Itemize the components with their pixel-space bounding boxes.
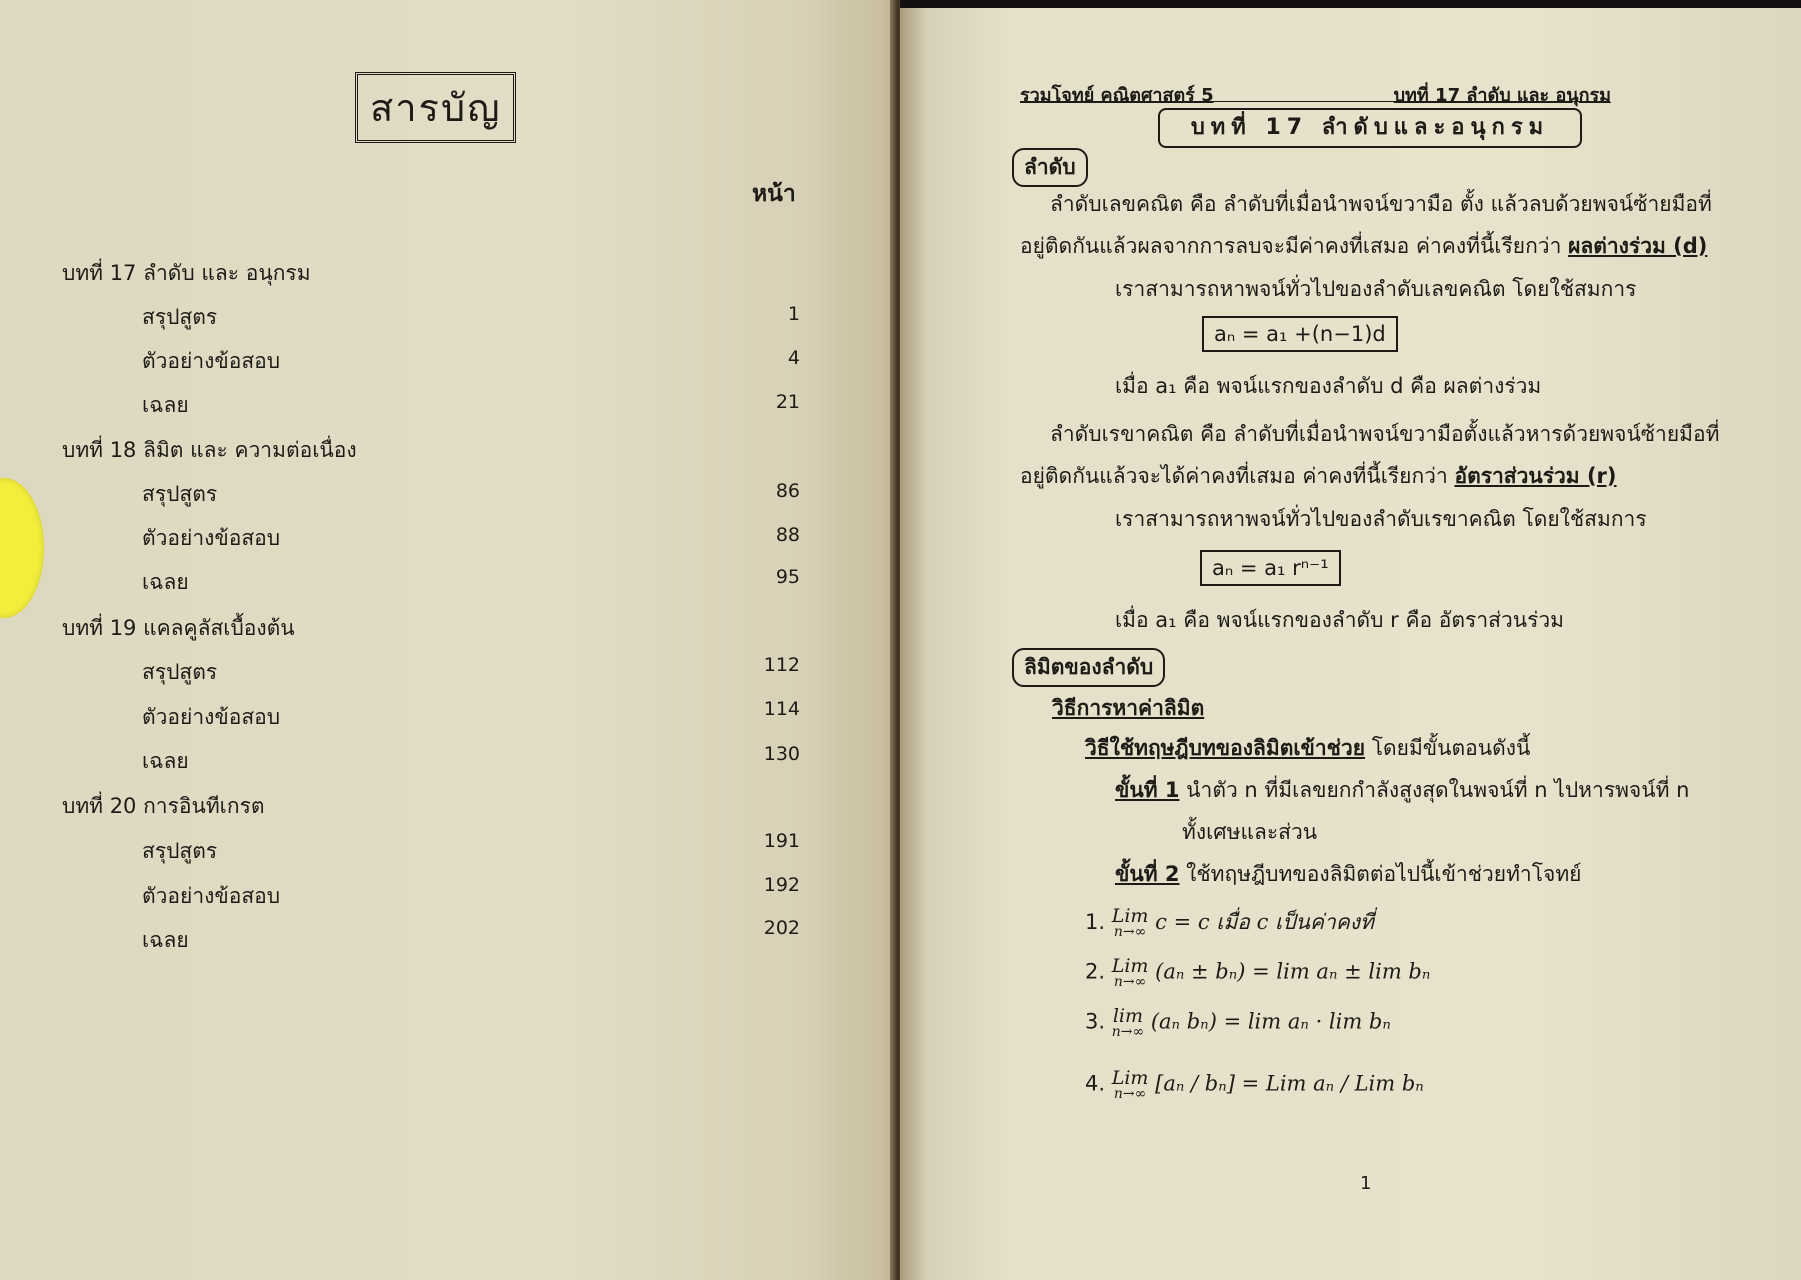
step-1-continued: ทั้งเศษและส่วน [1182, 820, 1318, 844]
toc-item-page: 86 [775, 480, 800, 502]
toc-item-page: 202 [763, 917, 800, 939]
toc-chapter-18: บทที่ 18 ลิมิต และ ความต่อเนื่อง [62, 438, 357, 462]
toc-item-label: ตัวอย่างข้อสอบ [142, 349, 281, 373]
toc-item-page: 191 [763, 830, 800, 852]
toc-item-page: 192 [763, 874, 800, 896]
geo-paragraph-line3: เราสามารถหาพจน์ทั่วไปของลำดับเรขาคณิต โดยใช้สมการ [1115, 507, 1647, 531]
toc-item-page: 1 [787, 303, 800, 325]
geo-formula: aₙ = a₁ rⁿ⁻¹ [1200, 550, 1341, 586]
toc-chapter-20: บทที่ 20 การอินทีเกรต [62, 794, 265, 818]
toc-item-label: ตัวอย่างข้อสอบ [142, 526, 281, 550]
toc-item-label: สรุปสูตร [142, 660, 218, 684]
toc-item-page: 4 [787, 347, 800, 369]
toc-item-page: 130 [763, 743, 800, 765]
running-header-left: รวมโจทย์ คณิตศาสตร์ 5 [1020, 85, 1214, 106]
section-heading-sequence: ลำดับ [1012, 148, 1088, 187]
toc-item-label: สรุปสูตร [142, 482, 218, 506]
header-rule [1020, 101, 1610, 102]
toc-chapter-19: บทที่ 19 แคลคูลัสเบื้องต้น [62, 616, 295, 640]
limit-rule-4: 4. Lim n→∞ [aₙ / bₙ] = Lim aₙ / Lim bₙ [1085, 1067, 1424, 1102]
toc-item-label: ตัวอย่างข้อสอบ [142, 705, 281, 729]
arith-paragraph-line3: เราสามารถหาพจน์ทั่วไปของลำดับเลขคณิต โดยใช้สมการ [1115, 277, 1637, 301]
lim-operator: Lim n→∞ [1111, 1067, 1149, 1102]
arith-where: เมื่อ a₁ คือ พจน์แรกของลำดับ d คือ ผลต่างร่วม [1115, 374, 1542, 398]
common-ratio-term: อัตราส่วนร่วม (r) [1454, 464, 1617, 488]
toc-item-label: ตัวอย่างข้อสอบ [142, 884, 281, 908]
section-heading-limit: ลิมิตของลำดับ [1012, 648, 1165, 687]
page-number: 1 [1360, 1173, 1372, 1194]
limit-rule-1: 1. Lim n→∞ c = c เมื่อ c เป็นค่าคงที่ [1085, 905, 1374, 941]
geo-where: เมื่อ a₁ คือ พจน์แรกของลำดับ r คือ อัตราส่วนร่วม [1115, 608, 1565, 632]
toc-item-page: 21 [775, 391, 800, 413]
toc-item-label: เฉลย [142, 393, 189, 417]
toc-item-page: 112 [763, 654, 800, 676]
toc-item-page: 114 [763, 698, 800, 720]
lim-operator: lim n→∞ [1111, 1005, 1145, 1040]
limit-rule-3: 3. lim n→∞ (aₙ bₙ) = lim aₙ · lim bₙ [1085, 1005, 1391, 1040]
method-title: วิธีการหาค่าลิมิต [1052, 696, 1205, 720]
chapter-title: บทที่ 17 ลำดับและอนุกรม [1158, 108, 1582, 148]
geo-paragraph-line1: ลำดับเรขาคณิต คือ ลำดับที่เมื่อนำพจน์ขวามือตั้งแล้วหารด้วยพจน์ซ้ายมือที่ [1050, 422, 1720, 446]
step-1: ขั้นที่ 1 นำตัว n ที่มีเลขยกกำลังสูงสุดในพจน์ที่ n ไปหารพจน์ที่ n [1115, 778, 1690, 802]
toc-item-page: 88 [775, 524, 800, 546]
right-page-content [900, 0, 1801, 1280]
toc-item-page: 95 [775, 566, 800, 588]
common-difference-term: ผลต่างร่วม (d) [1568, 234, 1708, 258]
toc-page-column-header: หน้า [752, 181, 796, 207]
toc-item-label: เฉลย [142, 570, 189, 594]
geo-paragraph-line2: อยู่ติดกันแล้วจะได้ค่าคงที่เสมอ ค่าคงที่นี้เรียกว่า อัตราส่วนร่วม (r) [1020, 464, 1617, 488]
toc-item-label: สรุปสูตร [142, 839, 218, 863]
toc-item-label: สรุปสูตร [142, 305, 218, 329]
running-header-right: บทที่ 17 ลำดับ และ อนุกรม [1393, 85, 1611, 106]
step-2: ขั้นที่ 2 ใช้ทฤษฎีบทของลิมิตต่อไปนี้เข้าช่วยทำโจทย์ [1115, 862, 1582, 886]
arith-paragraph-line1: ลำดับเลขคณิต คือ ลำดับที่เมื่อนำพจน์ขวามือ ตั้ง แล้วลบด้วยพจน์ซ้ายมือที่ [1050, 192, 1712, 216]
toc-item-label: เฉลย [142, 928, 189, 952]
yellow-sticker [0, 478, 44, 618]
lim-operator: Lim n→∞ [1111, 955, 1149, 990]
arith-paragraph-line2: อยู่ติดกันแล้วผลจากการลบจะมีค่าคงที่เสมอ ค่าคงที่นี้เรียกว่า ผลต่างร่วม (d) [1020, 234, 1708, 258]
limit-rule-2: 2. Lim n→∞ (aₙ ± bₙ) = lim aₙ ± lim bₙ [1085, 955, 1431, 990]
lim-operator: Lim n→∞ [1111, 905, 1149, 941]
toc-item-label: เฉลย [142, 749, 189, 773]
toc-chapter-17: บทที่ 17 ลำดับ และ อนุกรม [62, 261, 311, 285]
arith-formula: aₙ = a₁ +(n−1)d [1202, 316, 1398, 352]
toc-title: สารบัญ [355, 72, 516, 143]
method-subtitle: วิธีใช้ทฤษฎีบทของลิมิตเข้าช่วย โดยมีขั้นตอนดังนี้ [1085, 736, 1531, 760]
